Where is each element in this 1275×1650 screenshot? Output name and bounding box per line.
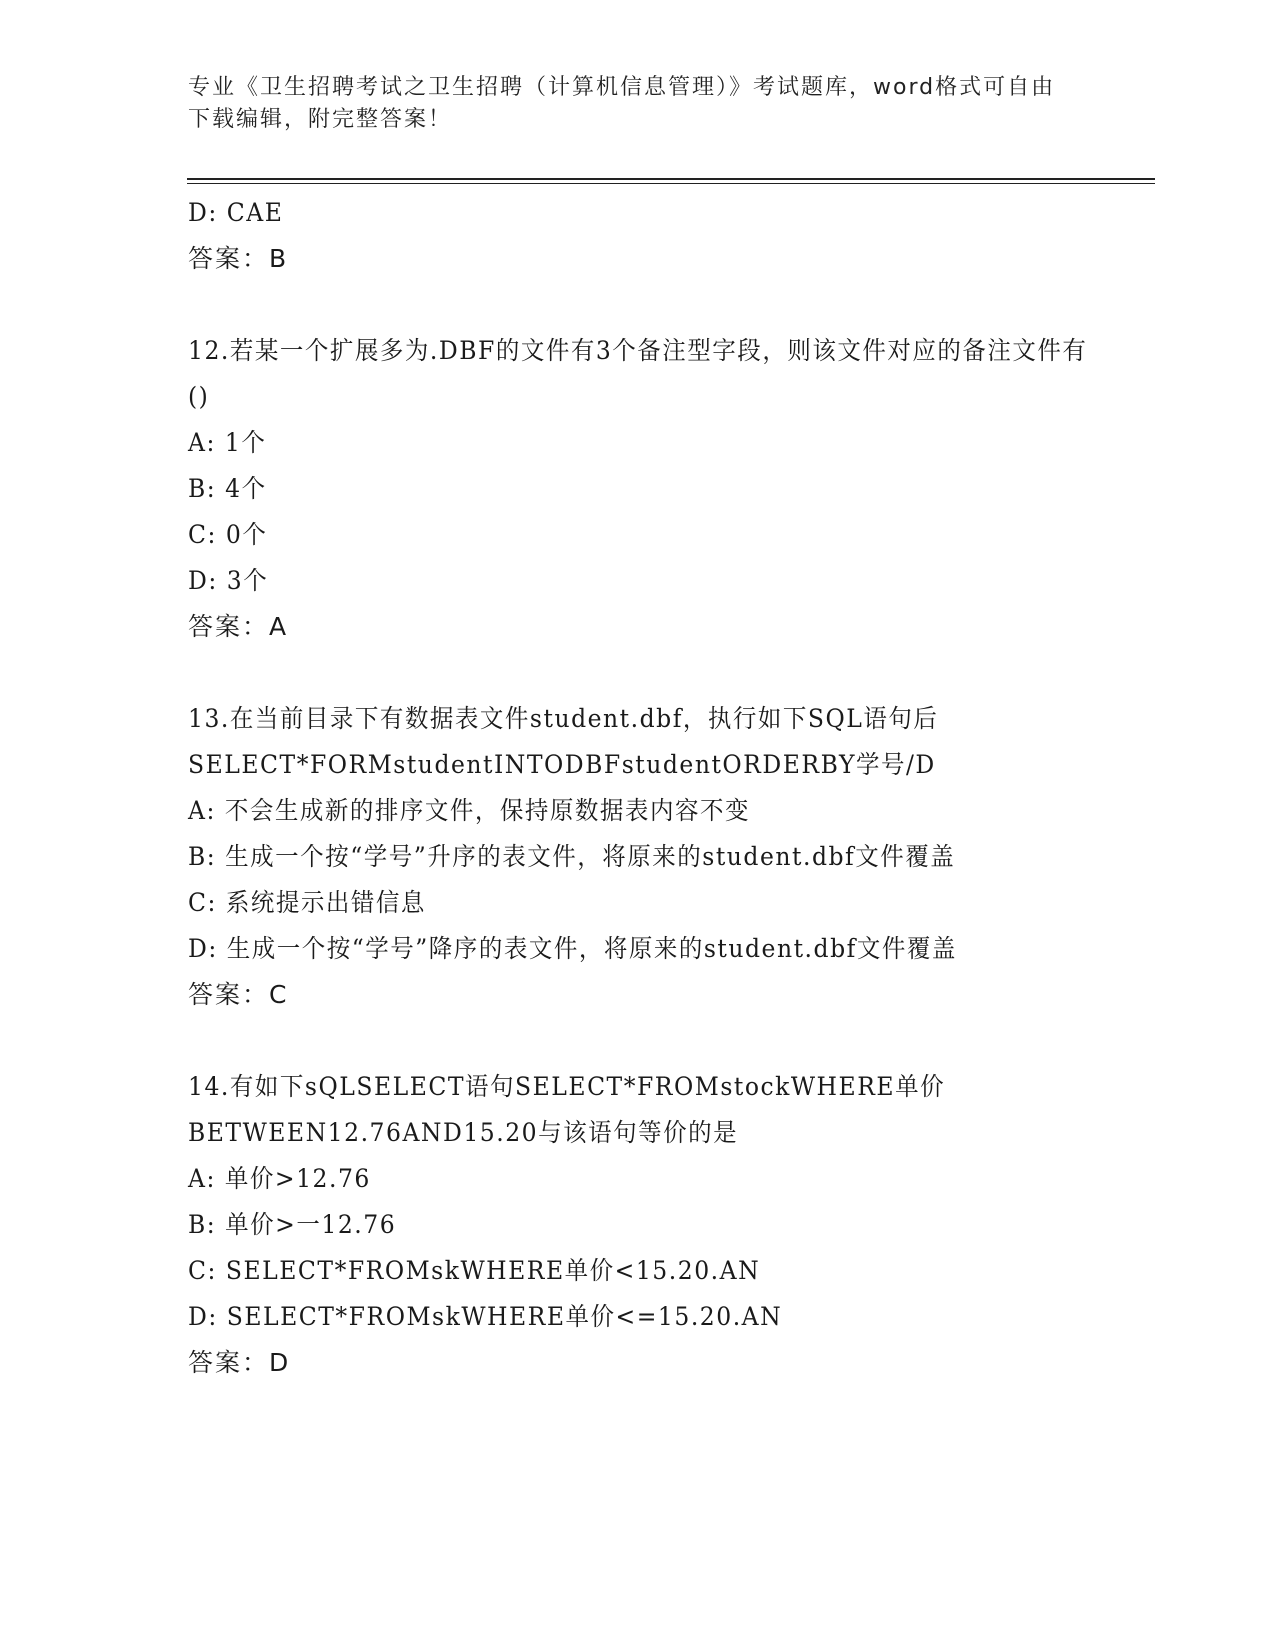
q11-option-d: D: CAE	[188, 198, 284, 227]
q12-answer: 答案：A	[188, 612, 289, 641]
question-list	[188, 190, 1088, 1386]
spacer	[188, 1018, 1088, 1064]
q13-stem: 13.在当前目录下有数据表文件student.dbf，执行如下SQL语句后SELECT*FORMstudentINTODBFstudentORDERBY学号/D	[188, 704, 939, 779]
q12-stem: 12.若某一个扩展多为.DBF的文件有3个备注型字段，则该文件对应的备注文件有()	[188, 336, 1088, 411]
q14-stem: 14.有如下sQLSELECT语句SELECT*FROMstockWHERE单价BETWEEN12.76AND15.20与该语句等价的是	[188, 1072, 946, 1147]
spacer	[188, 650, 1088, 696]
q13-option-b: B: 生成一个按“学号”升序的表文件，将原来的student.dbf文件覆盖	[188, 842, 956, 871]
q14-option-a: A: 单价>12.76	[188, 1164, 371, 1193]
q12-option-b: B: 4个	[188, 474, 267, 503]
q14-option-c: C: SELECT*FROMskWHERE单价<15.20.AN	[188, 1256, 761, 1285]
page-header: 专业《卫生招聘考试之卫生招聘（计算机信息管理）》考试题库，word格式可自由下载编辑，附完整答案！	[188, 75, 1056, 132]
header-rule-thin	[187, 183, 1155, 184]
q13-option-d: D: 生成一个按“学号”降序的表文件，将原来的student.dbf文件覆盖	[188, 934, 957, 963]
header-rule	[187, 178, 1155, 180]
q12-option-c: C: 0个	[188, 520, 268, 549]
q13-option-c: C: 系统提示出错信息	[188, 888, 426, 917]
q14-option-b: B: 单价>一12.76	[188, 1210, 397, 1239]
q13-answer: 答案：C	[188, 980, 289, 1009]
q12-option-d: D: 3个	[188, 566, 269, 595]
q13-option-a: A: 不会生成新的排序文件，保持原数据表内容不变	[188, 796, 750, 825]
q14-answer: 答案：D	[188, 1348, 291, 1377]
q12-option-a: A: 1个	[188, 428, 267, 457]
q14-option-d: D: SELECT*FROMskWHERE单价<=15.20.AN	[188, 1302, 783, 1331]
spacer	[188, 282, 1088, 328]
q11-answer: 答案：B	[188, 244, 289, 273]
